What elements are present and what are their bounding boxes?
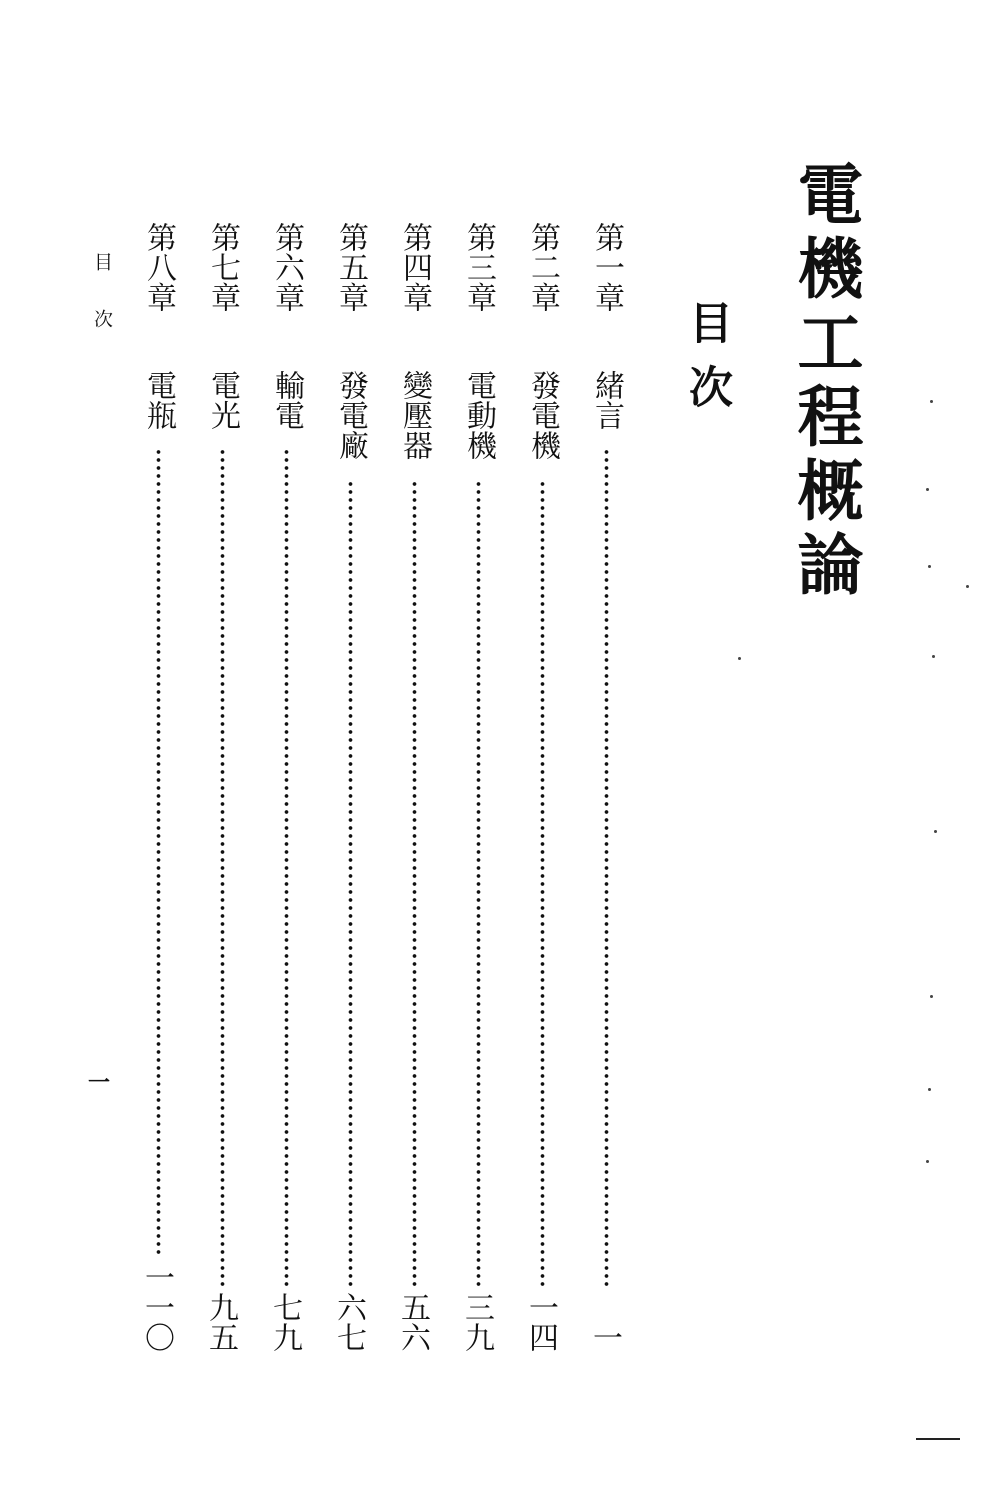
scan-rule <box>916 1438 960 1440</box>
chapter-number: 第五章 <box>333 222 368 312</box>
toc-entry-8[interactable] <box>137 222 179 1352</box>
chapter-number: 第三章 <box>461 222 496 312</box>
chapter-number: 第四章 <box>397 222 432 312</box>
folio-page-number: 一 <box>88 1070 111 1096</box>
print-speck <box>738 657 741 660</box>
toc-entry-6[interactable] <box>265 222 307 1352</box>
toc-entry-5[interactable] <box>329 222 371 1352</box>
dot-leader <box>156 448 161 1256</box>
chapter-title: 發電機 <box>525 370 560 460</box>
chapter-title: 電瓶 <box>141 370 176 430</box>
chapter-title: 變壓器 <box>397 370 432 460</box>
chapter-number: 第六章 <box>269 222 304 312</box>
dot-leader <box>284 448 289 1290</box>
print-speck <box>928 1088 931 1091</box>
toc-heading: 目次 <box>681 300 732 428</box>
page-number: 一一〇 <box>139 1262 174 1352</box>
running-head: 目次 <box>91 252 113 366</box>
toc-entry-3[interactable] <box>457 222 499 1352</box>
chapter-title: 發電廠 <box>333 370 368 460</box>
page-number: 一 <box>587 1322 622 1352</box>
dot-leader <box>476 480 481 1290</box>
chapter-number: 第七章 <box>205 222 240 312</box>
dot-leader <box>348 480 353 1290</box>
page-number: 三九 <box>459 1292 494 1352</box>
print-speck <box>932 655 935 658</box>
dot-leader <box>540 480 545 1290</box>
chapter-number: 第二章 <box>525 222 560 312</box>
dot-leader <box>604 448 609 1290</box>
print-speck <box>928 565 931 568</box>
page-number: 九五 <box>203 1292 238 1352</box>
page-number: 六七 <box>331 1292 366 1352</box>
print-speck <box>926 1160 929 1163</box>
toc-entry-2[interactable] <box>521 222 563 1352</box>
chapter-number: 第一章 <box>589 222 624 312</box>
book-title: 電機工程概論 <box>786 160 864 604</box>
toc-entry-7[interactable] <box>201 222 243 1352</box>
print-speck <box>966 585 969 588</box>
page-number: 五六 <box>395 1292 430 1352</box>
chapter-title: 電光 <box>205 370 240 430</box>
chapter-title: 電動機 <box>461 370 496 460</box>
page-number: 一四 <box>523 1292 558 1352</box>
dot-leader <box>220 448 225 1290</box>
toc-entry-1[interactable] <box>585 222 627 1352</box>
toc-entry-4[interactable] <box>393 222 435 1352</box>
chapter-title: 緒言 <box>589 370 624 430</box>
page-number: 七九 <box>267 1292 302 1352</box>
print-speck <box>930 995 933 998</box>
chapter-number: 第八章 <box>141 222 176 312</box>
print-speck <box>930 400 933 403</box>
chapter-title: 輸電 <box>269 370 304 430</box>
dot-leader <box>412 480 417 1290</box>
print-speck <box>934 830 937 833</box>
print-speck <box>926 488 929 491</box>
